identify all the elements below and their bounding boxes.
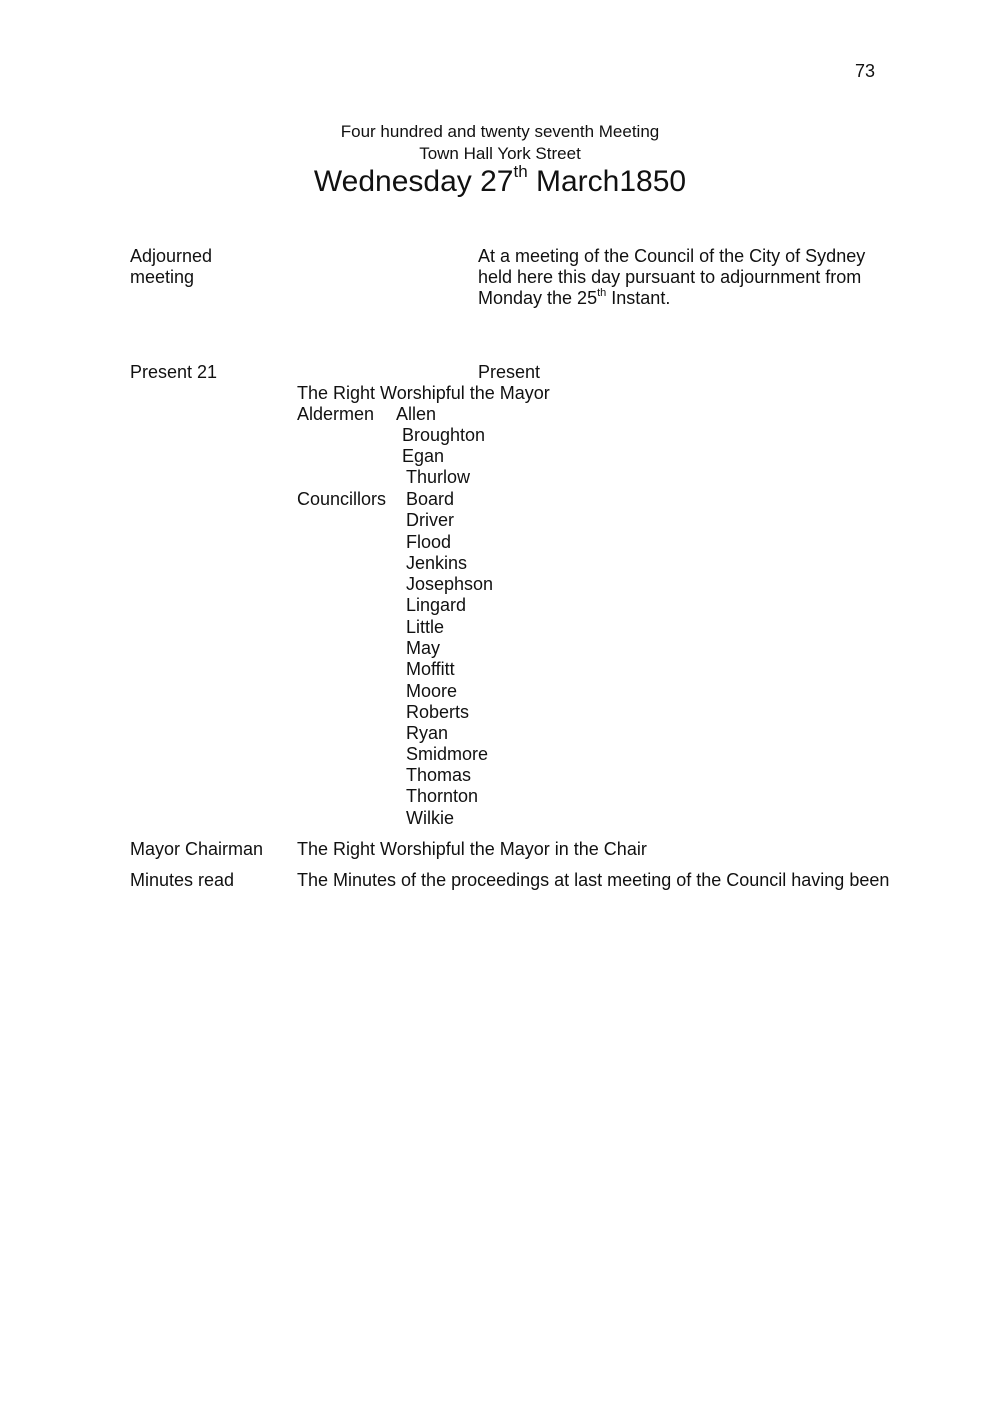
councillor-name: Driver — [406, 510, 454, 530]
meeting-location-heading: Town Hall York Street — [419, 144, 581, 163]
councillor-name: Smidmore — [406, 744, 489, 764]
councillor-name: Board — [406, 489, 455, 509]
adjourned-text-line: held here this day pursuant to adjournment from — [478, 267, 862, 287]
councillor-name: Thornton — [406, 786, 479, 806]
date-suffix: th — [513, 162, 528, 181]
adjourned-text-end: Instant. — [606, 288, 671, 308]
adjourned-text-start: Monday the 25 — [478, 288, 598, 308]
alderman-name: Broughton — [402, 425, 486, 445]
adjourned-text-suffix: th — [597, 287, 607, 299]
councillor-name: Roberts — [406, 702, 470, 722]
alderman-name: Allen — [396, 404, 437, 424]
margin-note-adjourned: Adjourned — [130, 246, 213, 266]
alderman-name: Egan — [402, 446, 445, 466]
councillor-name: Wilkie — [406, 808, 454, 828]
date-day: Wednesday 27 — [313, 165, 514, 198]
meeting-date-heading — [0, 164, 1000, 200]
councillor-name: Josephson — [406, 574, 494, 594]
margin-note-mayor-chairman: Mayor Chairman — [130, 839, 264, 859]
councillor-name: Jenkins — [406, 553, 468, 573]
adjourned-text-line: At a meeting of the Council of the City of Sydney — [478, 246, 866, 266]
councillor-name: Ryan — [406, 723, 449, 743]
councillor-name: Flood — [406, 532, 452, 552]
councillor-name: Moffitt — [406, 659, 455, 679]
adjourned-text-line — [478, 288, 670, 309]
page-number: 73 — [855, 61, 876, 81]
councillor-name: Lingard — [406, 595, 467, 615]
councillors-label: Councillors — [297, 489, 387, 509]
councillor-name: Moore — [406, 681, 458, 701]
margin-note-meeting: meeting — [130, 267, 195, 287]
mayor-line: The Right Worshipful the Mayor — [297, 383, 550, 403]
present-heading: Present — [478, 362, 541, 382]
meeting-number-heading: Four hundred and twenty seventh Meeting — [340, 122, 660, 141]
chair-text: The Right Worshipful the Mayor in the Chair — [297, 839, 647, 859]
date-rest: March1850 — [527, 165, 687, 198]
councillor-name: Little — [406, 617, 445, 637]
margin-note-minutes-read: Minutes read — [130, 870, 235, 890]
councillor-name: May — [406, 638, 441, 658]
minutes-text: The Minutes of the proceedings at last meeting of the Council having been — [297, 870, 890, 890]
alderman-name: Thurlow — [406, 467, 471, 487]
aldermen-label: Aldermen — [297, 404, 375, 424]
councillor-name: Thomas — [406, 765, 472, 785]
margin-note-present-count: Present 21 — [130, 362, 218, 382]
